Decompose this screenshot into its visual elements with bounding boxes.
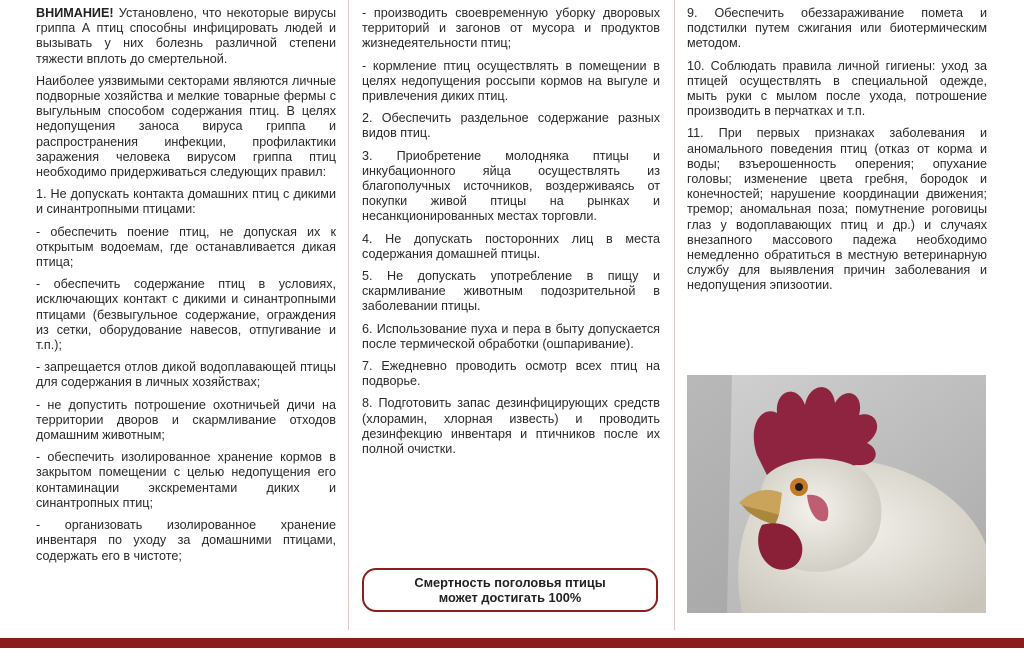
warning-paragraph bbox=[36, 6, 336, 67]
rule-6: 6. Использование пуха и пера в быту допускается после термической обработки (ошпаривание). bbox=[362, 321, 660, 351]
chicken-photo bbox=[687, 375, 986, 613]
callout-line-2: может достигать 100% bbox=[438, 590, 582, 605]
rule-7: 7. Ежедневно проводить осмотр всех птиц на подворье. bbox=[362, 359, 660, 389]
rule-1: 1. Не допускать контакта домашних птиц с дикими и синантропными птицами: bbox=[36, 187, 336, 217]
rule-1-item-watering: - обеспечить поение птиц, не допуская их к открытым водоемам, где останавливается дикая птица; bbox=[36, 224, 336, 270]
column-3 bbox=[687, 6, 987, 301]
intro-paragraph: Наиболее уязвимыми секторами являются личные подворные хозяйства и мелкие товарные фермы с выгульным способом содержания птиц. В целях недопущения заноса вируса гриппа и распространения инфекции, профилактики заражения человека вирусом гриппа птиц необходимо придерживаться следующих правил: bbox=[36, 73, 336, 180]
rule-5: 5. Не допускать употребление в пищу и скармливание животным подозрительной в заболевании птицы. bbox=[362, 269, 660, 314]
rule-2: 2. Обеспечить раздельное содержание разных видов птиц. bbox=[362, 111, 660, 141]
column-divider bbox=[674, 0, 675, 630]
rule-1-item-feed-storage: - обеспечить изолированное хранение кормов в закрытом помещении с целью недопущения его контаминации экскрементами диких и синантропных птиц; bbox=[36, 450, 336, 510]
rule-9: 9. Обеспечить обеззараживание помета и подстилки путем сжигания или биотермическим методом. bbox=[687, 6, 987, 51]
rule-1-item-catching: - запрещается отлов дикой водоплавающей птицы для содержания в личных хозяйствах; bbox=[36, 360, 336, 390]
rule-1-item-feeding: - кормление птиц осуществлять в помещении в целях недопущения россыпи кормов на выгуле и привлечения диких птиц. bbox=[362, 58, 660, 104]
rule-1-item-game: - не допустить потрошение охотничьей дичи на территории дворов и скармливание отходов домашним животным; bbox=[36, 397, 336, 443]
callout-line-1: Смертность поголовья птицы bbox=[414, 575, 606, 590]
mortality-callout bbox=[362, 568, 658, 612]
column-divider bbox=[348, 0, 349, 630]
warning-text: Установлено, что некоторые вирусы гриппа А птиц способны инфицировать людей и вызывать у них болезнь различной степени тяжести вплоть до смертельной. bbox=[36, 6, 336, 66]
rule-11: 11. При первых признаках заболевания и аномального поведения птиц (отказ от корма и воды; взъерошенность оперения; опухание головы; изменение цвета гребня, бородок и конечностей; нарушение координации движения; тремор; аномальная поза; помутнение роговицы глаз у водоплавающих птиц и др.) и случаях внезапного массового падежа необходимо немедленно обратиться в местную ветеринарную службу для выявления причин заболевания и недопущения эпизоотии. bbox=[687, 126, 987, 293]
column-1 bbox=[36, 6, 336, 571]
rule-10: 10. Соблюдать правила личной гигиены: уход за птицей осуществлять в специальной одежде, мыть руки с мылом после ухода, потрошение производить в перчатках и т.п. bbox=[687, 58, 987, 119]
rule-1-item-housing: - обеспечить содержание птиц в условиях, исключающих контакт с дикими и синантропными птицами (безвыгульное содержание, ограждения из сетки, оборудование навесов, отпугивание и т.п.); bbox=[36, 277, 336, 353]
bottom-accent-bar bbox=[0, 638, 1024, 648]
column-2 bbox=[362, 6, 660, 464]
chicken-illustration bbox=[687, 375, 986, 613]
rule-1-item-inventory: - организовать изолированное хранение инвентаря по уходу за домашними птицами, содержать его в чистоте; bbox=[36, 518, 336, 563]
rule-3: 3. Приобретение молодняка птицы и инкубационного яйца осуществлять из благополучных источников, воздерживаясь от покупки живой птицы на рынках и несанкционированных местах торговли. bbox=[362, 148, 660, 224]
rule-8: 8. Подготовить запас дезинфицирующих средств (хлорамин, хлорная известь) и проводить дезинфекцию инвентаря и птичников после их полной очистки. bbox=[362, 396, 660, 457]
rule-1-item-cleaning: - производить своевременную уборку дворовых территорий и загонов от мусора и продуктов жизнедеятельности птиц; bbox=[362, 6, 660, 51]
rule-4: 4. Не допускать посторонних лиц в места содержания домашней птицы. bbox=[362, 231, 660, 261]
warning-label: ВНИМАНИЕ! bbox=[36, 6, 114, 20]
